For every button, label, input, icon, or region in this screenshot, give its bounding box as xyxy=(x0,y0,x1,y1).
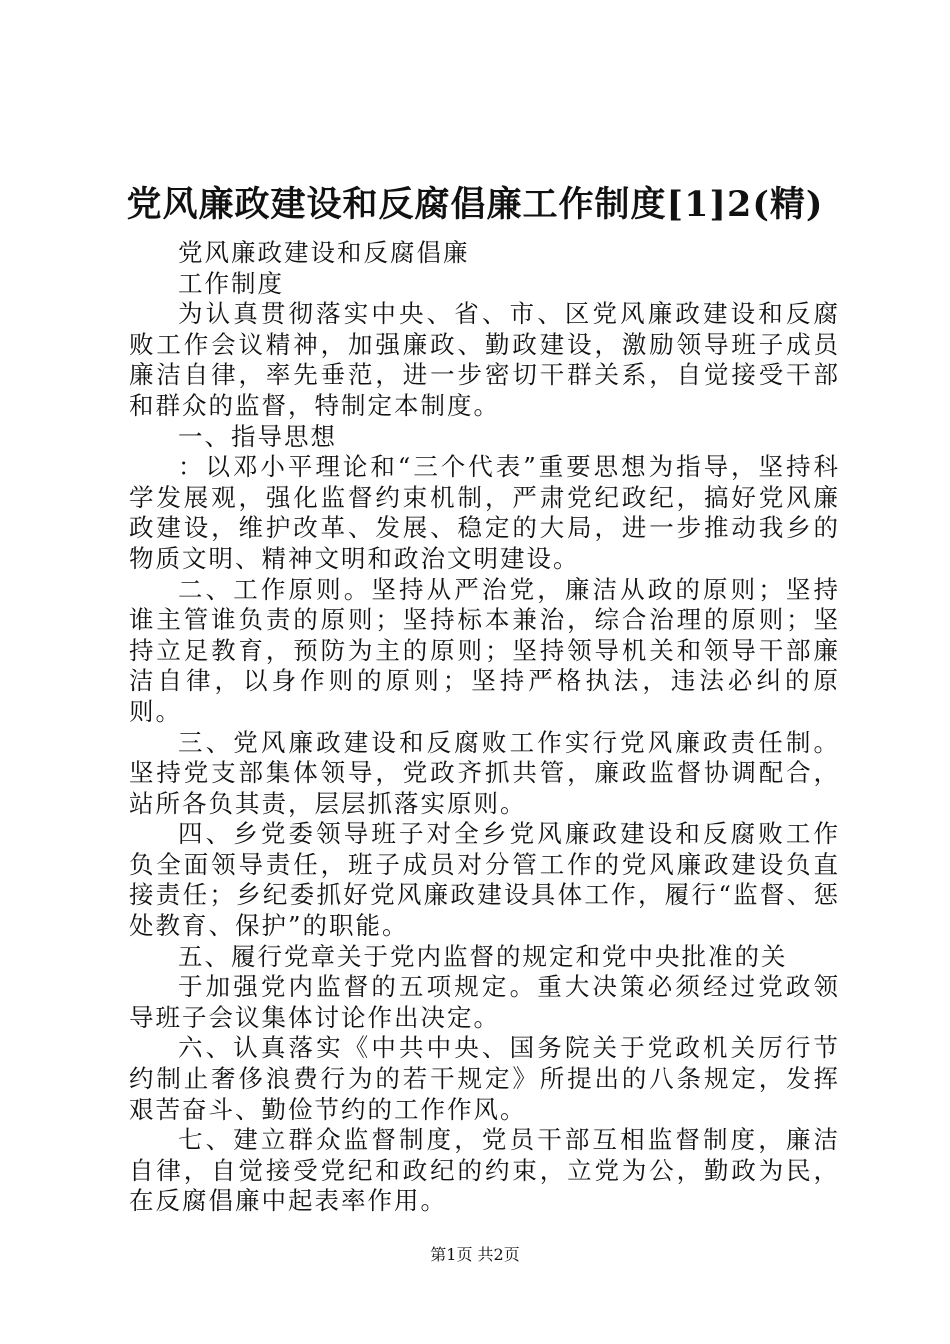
paragraph-leadership-duty: 四、乡党委领导班子对全乡党风廉政建设和反腐败工作负全面领导责任，班子成员对分管工作的党风廉政建设负直接责任；乡纪委抓好党风廉政建设具体工作，履行“监督、惩处教育、保护”的职能。 xyxy=(129,819,840,941)
paragraph-subtitle-1: 党风廉政建设和反腐倡廉 xyxy=(178,238,470,267)
paragraph-party-supervision-1: 五、履行党章关于党内监督的规定和党中央批准的关 xyxy=(178,941,788,971)
paragraph-work-principles: 二、工作原则。坚持从严治党，廉洁从政的原则；坚持谁主管谁负责的原则；坚持标本兼治，综合治理的原则；坚持立足教育，预防为主的原则；坚持领导机关和领导干部廉洁自律，以身作则的原则；坚持严格执法，违法必纠的原则。 xyxy=(129,574,840,726)
paragraph-subtitle-2: 工作制度 xyxy=(178,268,284,298)
page-footer: 第1页 共2页 xyxy=(430,1245,520,1264)
paragraph-mass-supervision: 七、建立群众监督制度，党员干部互相监督制度，廉洁自律，自觉接受党纪和政纪的约束，立党为公，勤政为民，在反腐倡廉中起表率作用。 xyxy=(129,1125,840,1216)
document-body xyxy=(129,238,840,1217)
paragraph-guiding-thought: ：以邓小平理论和“三个代表”重要思想为指导，坚持科学发展观，强化监督约束机制，严肃党纪政纪，搞好党风廉政建设，维护改革、发展、稳定的大局，进一步推动我乡的物质文明、精神文明和政治文明建设。 xyxy=(129,452,840,573)
paragraph-responsibility-system: 三、党风廉政建设和反腐败工作实行党风廉政责任制。坚持党支部集体领导，党政齐抓共管，廉政监督协调配合，站所各负其责，层层抓落实原则。 xyxy=(129,727,840,818)
paragraph-frugality: 六、认真落实《中共中央、国务院关于党政机关厉行节约制止奢侈浪费行为的若干规定》所提出的八条规定，发挥艰苦奋斗、勤俭节约的工作作风。 xyxy=(129,1033,840,1124)
section-heading-1: 一、指导思想 xyxy=(178,421,337,451)
paragraph-party-supervision-2: 于加强党内监督的五项规定。重大决策必须经过党政领导班子会议集体讨论作出决定。 xyxy=(129,972,840,1032)
document-title: 党风廉政建设和反腐倡廉工作制度[1]2(精) xyxy=(126,184,824,225)
paragraph-intro: 为认真贯彻落实中央、省、市、区党风廉政建设和反腐败工作会议精神，加强廉政、勤政建设，激励领导班子成员廉洁自律，率先垂范，进一步密切干群关系，自觉接受干部和群众的监督，特制定本制度。 xyxy=(129,299,840,420)
